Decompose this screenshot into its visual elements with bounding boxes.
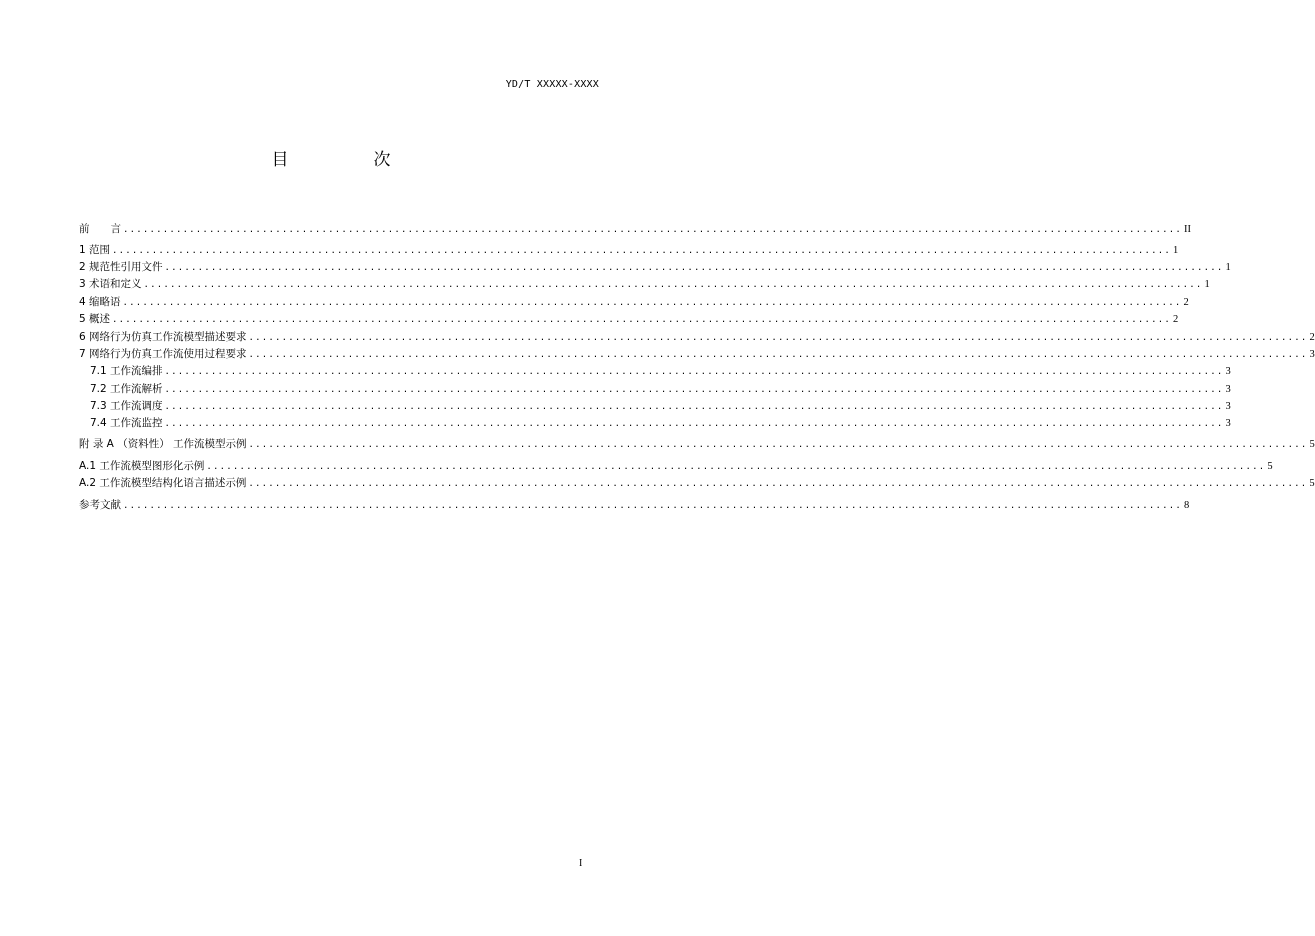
toc-entry-foreword[interactable] [79, 222, 1191, 236]
toc-entry-section-7-2[interactable] [90, 382, 1231, 396]
toc-entry-overview[interactable] [79, 312, 1179, 326]
toc-leader-dots: ................................................................................................................................................................ [248, 440, 1308, 450]
toc-entry-page: 2 [1183, 297, 1189, 308]
toc-entry-label: 附 录 A （资料性） 工作流模型示例 [79, 438, 247, 450]
toc-entry-label: 7.4 工作流监控 [90, 417, 163, 429]
toc-entry-label: 1 范围 [79, 244, 111, 256]
toc-entry-label: 前 言 [79, 223, 121, 235]
toc-entry-label: 7.2 工作流解析 [90, 383, 163, 395]
document-id: YD/T XXXXX-XXXX [505, 79, 599, 90]
toc-entry-annex-a-2[interactable] [79, 476, 1315, 490]
toc-leader-dots: ................................................................................................................................................................ [112, 315, 1171, 325]
toc-entry-label: 6 网络行为仿真工作流模型描述要求 [79, 331, 247, 343]
toc-entry-page: 3 [1225, 366, 1231, 377]
toc-entry-page: 8 [1183, 500, 1190, 511]
toc-entry-bibliography[interactable] [79, 498, 1190, 512]
toc-leader-dots: ................................................................................................................................................................ [122, 298, 1182, 308]
toc-leader-dots: ................................................................................................................................................................ [248, 479, 1308, 489]
toc-leader-dots: ................................................................................................................................................................ [248, 333, 1308, 343]
toc-entry-page: 1 [1204, 279, 1210, 290]
toc-leader-dots: ................................................................................................................................................................ [164, 402, 1224, 412]
toc-leader-dots: ................................................................................................................................................................ [164, 419, 1224, 429]
toc-leader-dots: ................................................................................................................................................................ [123, 225, 1182, 235]
toc-entry-page: 3 [1225, 384, 1231, 395]
toc-entry-section-7[interactable] [79, 347, 1315, 361]
toc-entry-annex-a[interactable] [79, 437, 1315, 451]
toc-entry-page: 2 [1309, 332, 1315, 343]
toc-entry-page: 3 [1225, 401, 1231, 412]
toc-entry-label: 7.3 工作流调度 [90, 400, 163, 412]
page-number: I [579, 858, 583, 869]
toc-entry-scope[interactable] [79, 243, 1179, 257]
toc-entry-page: 1 [1225, 262, 1231, 273]
toc-entry-label: 3 术语和定义 [79, 278, 142, 290]
toc-entry-label: 参考文献 [79, 499, 121, 511]
toc-entry-page: 3 [1309, 349, 1315, 360]
toc-leader-dots: ................................................................................................................................................................ [248, 350, 1308, 360]
toc-entry-page: 3 [1225, 418, 1231, 429]
toc-entry-section-7-4[interactable] [90, 416, 1231, 430]
toc-title: 目 次 [271, 150, 425, 170]
toc-entry-label: A.1 工作流模型图形化示例 [79, 460, 205, 472]
toc-entry-abbreviations[interactable] [79, 295, 1189, 309]
toc-entry-section-7-3[interactable] [90, 399, 1231, 413]
toc-entry-page: 1 [1172, 245, 1179, 256]
toc-leader-dots: ................................................................................................................................................................ [112, 246, 1171, 256]
toc-entry-label: 5 概述 [79, 313, 111, 325]
toc-entry-page: 5 [1309, 478, 1315, 489]
toc-entry-normative-references[interactable] [79, 260, 1231, 274]
toc-leader-dots: ................................................................................................................................................................ [143, 280, 1203, 290]
toc-entry-page: 2 [1172, 314, 1179, 325]
toc-entry-section-6[interactable] [79, 330, 1315, 344]
toc-leader-dots: ................................................................................................................................................................ [206, 462, 1266, 472]
toc-leader-dots: ................................................................................................................................................................ [164, 263, 1224, 273]
toc-entry-label: 2 规范性引用文件 [79, 261, 163, 273]
toc-entry-page: 5 [1309, 439, 1315, 450]
toc-entry-label: 7.1 工作流编排 [90, 365, 163, 377]
toc-entry-terms-definitions[interactable] [79, 277, 1210, 291]
toc-entry-page: II [1183, 224, 1191, 235]
toc-entry-label: A.2 工作流模型结构化语言描述示例 [79, 477, 247, 489]
toc-leader-dots: ................................................................................................................................................................ [123, 501, 1182, 511]
toc-entry-annex-a-1[interactable] [79, 459, 1273, 473]
toc-entry-section-7-1[interactable] [90, 364, 1231, 378]
toc-leader-dots: ................................................................................................................................................................ [164, 385, 1224, 395]
toc-entry-label: 7 网络行为仿真工作流使用过程要求 [79, 348, 247, 360]
toc-leader-dots: ................................................................................................................................................................ [164, 367, 1224, 377]
toc-entry-label: 4 缩略语 [79, 296, 121, 308]
toc-entry-page: 5 [1267, 461, 1273, 472]
